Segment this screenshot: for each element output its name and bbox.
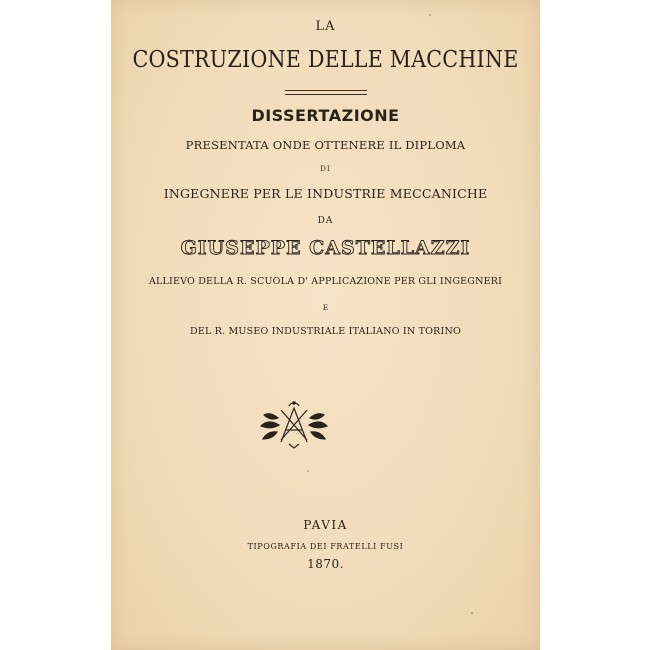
paper-speck	[471, 612, 473, 614]
printer-name: TIPOGRAFIA DEI FRATELLI FUSI	[247, 542, 404, 551]
title-rule	[285, 90, 367, 95]
diploma-line: INGEGNERE PER LE INDUSTRIE MECCANICHE	[163, 186, 488, 201]
author-affiliation-museum: DEL R. MUSEO INDUSTRIALE ITALIANO IN TORINO	[190, 326, 461, 337]
paper-speck	[429, 14, 431, 16]
purpose-line: PRESENTATA ONDE OTTENERE IL DIPLOMA	[185, 138, 466, 152]
publication-year: 1870.	[307, 557, 344, 571]
connector-e: E	[322, 304, 329, 312]
publication-city: PAVIA	[303, 518, 348, 532]
author-affiliation-school: ALLIEVO DELLA R. SCUOLA D' APPLICAZIONE PER GLI INGEGNERI	[148, 276, 503, 287]
paper-speck	[307, 470, 309, 472]
ornamental-monogram-icon	[259, 400, 329, 450]
title-page	[111, 0, 540, 650]
document-type-heading: DISSERTAZIONE	[251, 106, 400, 125]
book-title: COSTRUZIONE DELLE MACCHINE	[132, 47, 519, 73]
title-prefix: LA	[315, 19, 336, 34]
connector-da: DA	[317, 216, 334, 226]
author-name: GIUSEPPE CASTELLAZZI	[180, 237, 471, 259]
connector-di: DI	[320, 165, 331, 173]
